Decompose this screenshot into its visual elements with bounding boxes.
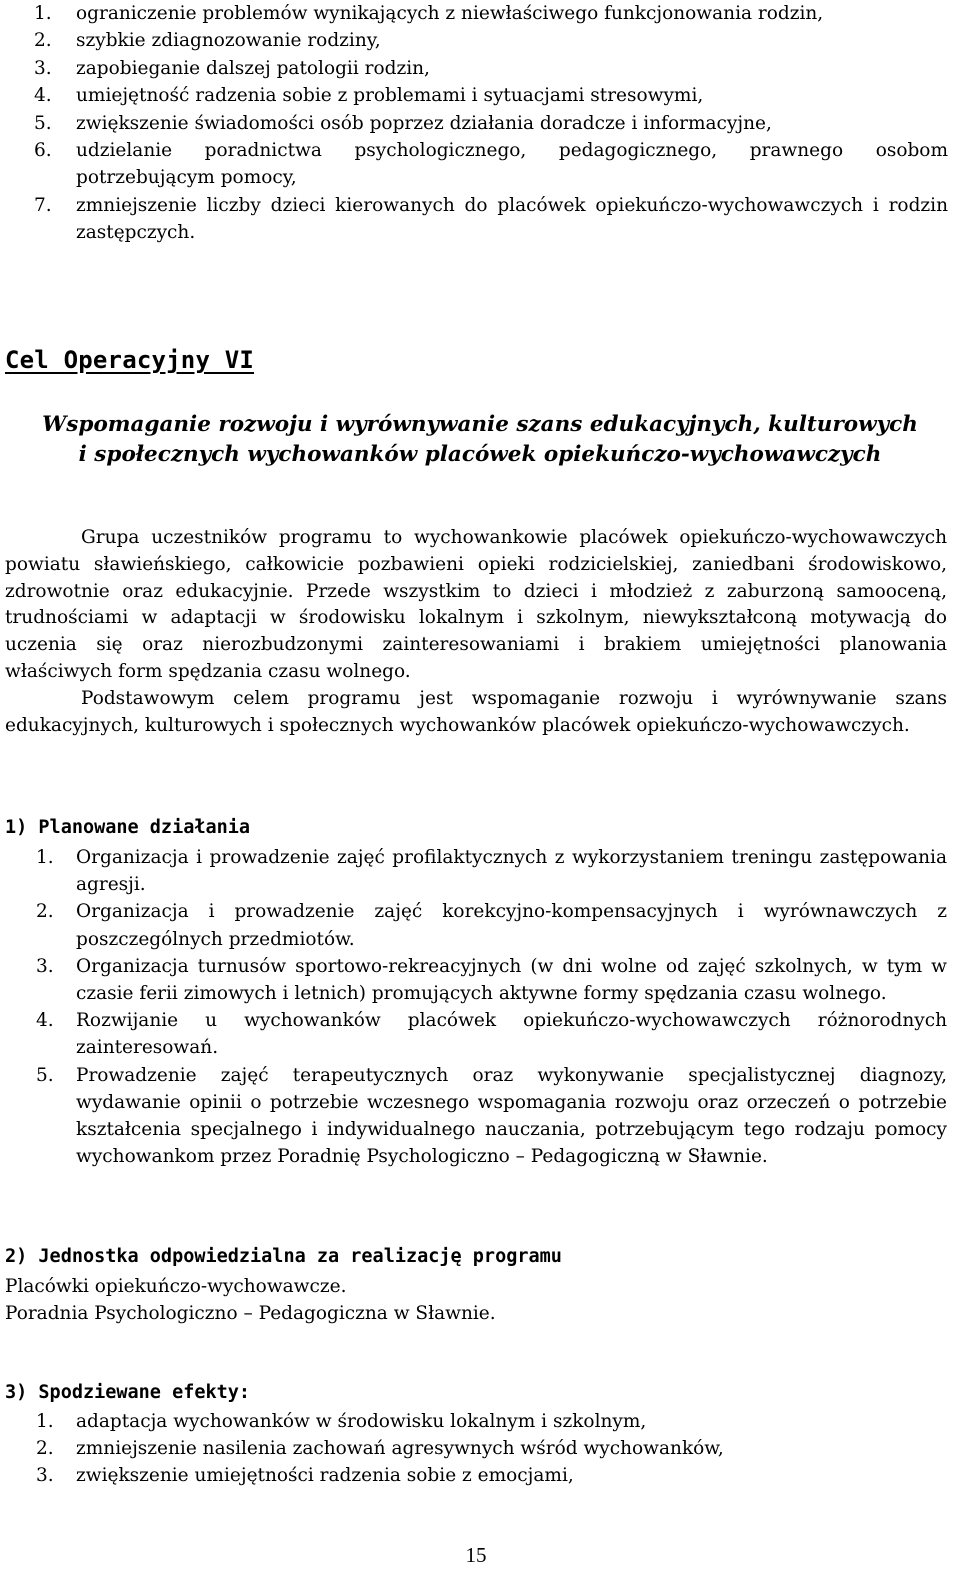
list-item-text: zmniejszenie nasilenia zachowań agresywnych wśród wychowanków, xyxy=(76,1438,724,1460)
list-item-text: udzielanie poradnictwa psychologicznego, pedagogicznego, prawnego osobom potrzebującym pomocy, xyxy=(76,140,948,189)
list-item xyxy=(34,55,948,82)
list-item-number: 6. xyxy=(34,140,52,162)
section-heading: Cel Operacyjny VI xyxy=(5,346,255,374)
list-item-number: 2. xyxy=(34,30,52,52)
list-item xyxy=(36,1462,947,1489)
list-item-text: adaptacja wychowanków w środowisku lokalnym i szkolnym, xyxy=(76,1411,647,1432)
list-item xyxy=(34,27,948,54)
list-item-text: ograniczenie problemów wynikających z niewłaściwego funkcjonowania rodzin, xyxy=(76,3,824,24)
list-item-number: 3. xyxy=(36,955,54,977)
list-item-text: zwiększenie umiejętności radzenia sobie z emocjami, xyxy=(76,1465,574,1487)
list-item-text: umiejętność radzenia sobie z problemami i sytuacjami stresowymi, xyxy=(76,85,704,107)
list-item-text: Organizacja turnusów sportowo-rekreacyjnych (w dni wolne od zajęć szkolnych, w tym w czasie ferii zimowych i letnich) promujących aktywne formy spędzania czasu wolnego. xyxy=(76,955,947,1005)
list-item-number: 1. xyxy=(36,1411,54,1432)
list-item-text: szybkie zdiagnozowanie rodziny, xyxy=(76,30,381,52)
responsible-unit-title: 2) Jednostka odpowiedzialna za realizację programu xyxy=(5,1246,562,1267)
list-item-text: Organizacja i prowadzenie zajęć korekcyjno-kompensacyjnych i wyrównawczych z poszczególnych przedmiotów. xyxy=(76,901,947,950)
list-item-number: 1. xyxy=(36,847,54,868)
paragraph: Podstawowym celem programu jest wspomaganie rozwoju i wyrównywanie szans edukacyjnych, kulturowych i społecznych wychowanków placówek opiekuńczo-wychowawczych. xyxy=(5,687,947,736)
list-item-number: 2. xyxy=(36,901,54,923)
list-item xyxy=(36,1062,947,1171)
list-item-text: zwiększenie świadomości osób poprzez działania doradcze i informacyjne, xyxy=(76,112,772,134)
list-item xyxy=(34,192,948,247)
list-item-number: 7. xyxy=(34,194,52,216)
list-item xyxy=(34,82,948,109)
responsible-unit: Placówki opiekuńczo-wychowawcze. xyxy=(5,1276,347,1297)
list-item-number: 1. xyxy=(34,3,52,24)
section-subtitle: Wspomaganie rozwoju i wyrównywanie szans edukacyjnych, kulturowych i społecznych wychowanków placówek opiekuńczo-wychowawczych xyxy=(42,412,918,467)
list-item-number: 5. xyxy=(34,112,52,134)
list-item xyxy=(36,1408,947,1435)
list-item xyxy=(36,898,947,952)
list-item xyxy=(34,137,948,192)
planned-actions-title: 1) Planowane działania xyxy=(5,817,251,838)
list-item-text: Rozwijanie u wychowanków placówek opiekuńczo-wychowawczych różnorodnych zainteresowań. xyxy=(76,1010,947,1059)
paragraph: Grupa uczestników programu to wychowankowie placówek opiekuńczo-wychowawczych powiatu sławieńskiego, całkowicie pozbawieni opieki rodzicielskiej, zaniedbani środowiskowo, zdrowotnie oraz edukacyjnie. Przede wszystkim to dzieci i młodzież z zaburzoną samooceną, trudnościami w adaptacji w środowisku lokalnym i szkolnym, niewykształconą motywacją do uczenia się oraz nierozbudzonymi zainteresowaniami i brakiem umiejętności planowania właściwych form spędzania czasu wolnego. xyxy=(5,527,947,682)
list-item-text: Prowadzenie zajęć terapeutycznych oraz wykonywanie specjalistycznej diagnozy, wydawanie opinii o potrzebie wczesnego wspomagania rozwoju oraz orzeczeń o potrzebie kształcenia specjalnego i indywidualnego nauczania, potrzebującym tego rodzaju pomocy wychowankom przez Poradnię Psychologiczno – Pedagogiczną w Sławnie. xyxy=(76,1064,947,1168)
body-text xyxy=(5,525,947,739)
list-item-number: 3. xyxy=(34,57,52,79)
planned-actions-list xyxy=(36,844,947,1170)
list-item xyxy=(36,1435,947,1462)
list-item-text: Organizacja i prowadzenie zajęć profilaktycznych z wykorzystaniem treningu zastępowania agresji. xyxy=(76,847,947,896)
page-number: 15 xyxy=(465,1543,487,1567)
list-item-number: 5. xyxy=(36,1064,54,1086)
list-item xyxy=(36,953,947,1007)
list-item-text: zapobieganie dalszej patologii rodzin, xyxy=(76,57,430,79)
expected-effects-list xyxy=(36,1408,947,1490)
responsible-unit: Poradnia Psychologiczno – Pedagogiczna w Sławnie. xyxy=(5,1303,496,1324)
goals-list xyxy=(34,0,948,247)
list-item-number: 4. xyxy=(36,1010,54,1032)
list-item-text: zmniejszenie liczby dzieci kierowanych do placówek opiekuńczo-wychowawczych i rodzin zastępczych. xyxy=(76,194,948,244)
list-item-number: 2. xyxy=(36,1438,54,1460)
list-item-number: 4. xyxy=(34,85,52,107)
list-item xyxy=(36,1007,947,1061)
expected-effects-title: 3) Spodziewane efekty: xyxy=(5,1382,251,1403)
list-item xyxy=(36,844,947,898)
list-item xyxy=(34,110,948,137)
list-item xyxy=(34,0,948,27)
list-item-number: 3. xyxy=(36,1465,54,1487)
